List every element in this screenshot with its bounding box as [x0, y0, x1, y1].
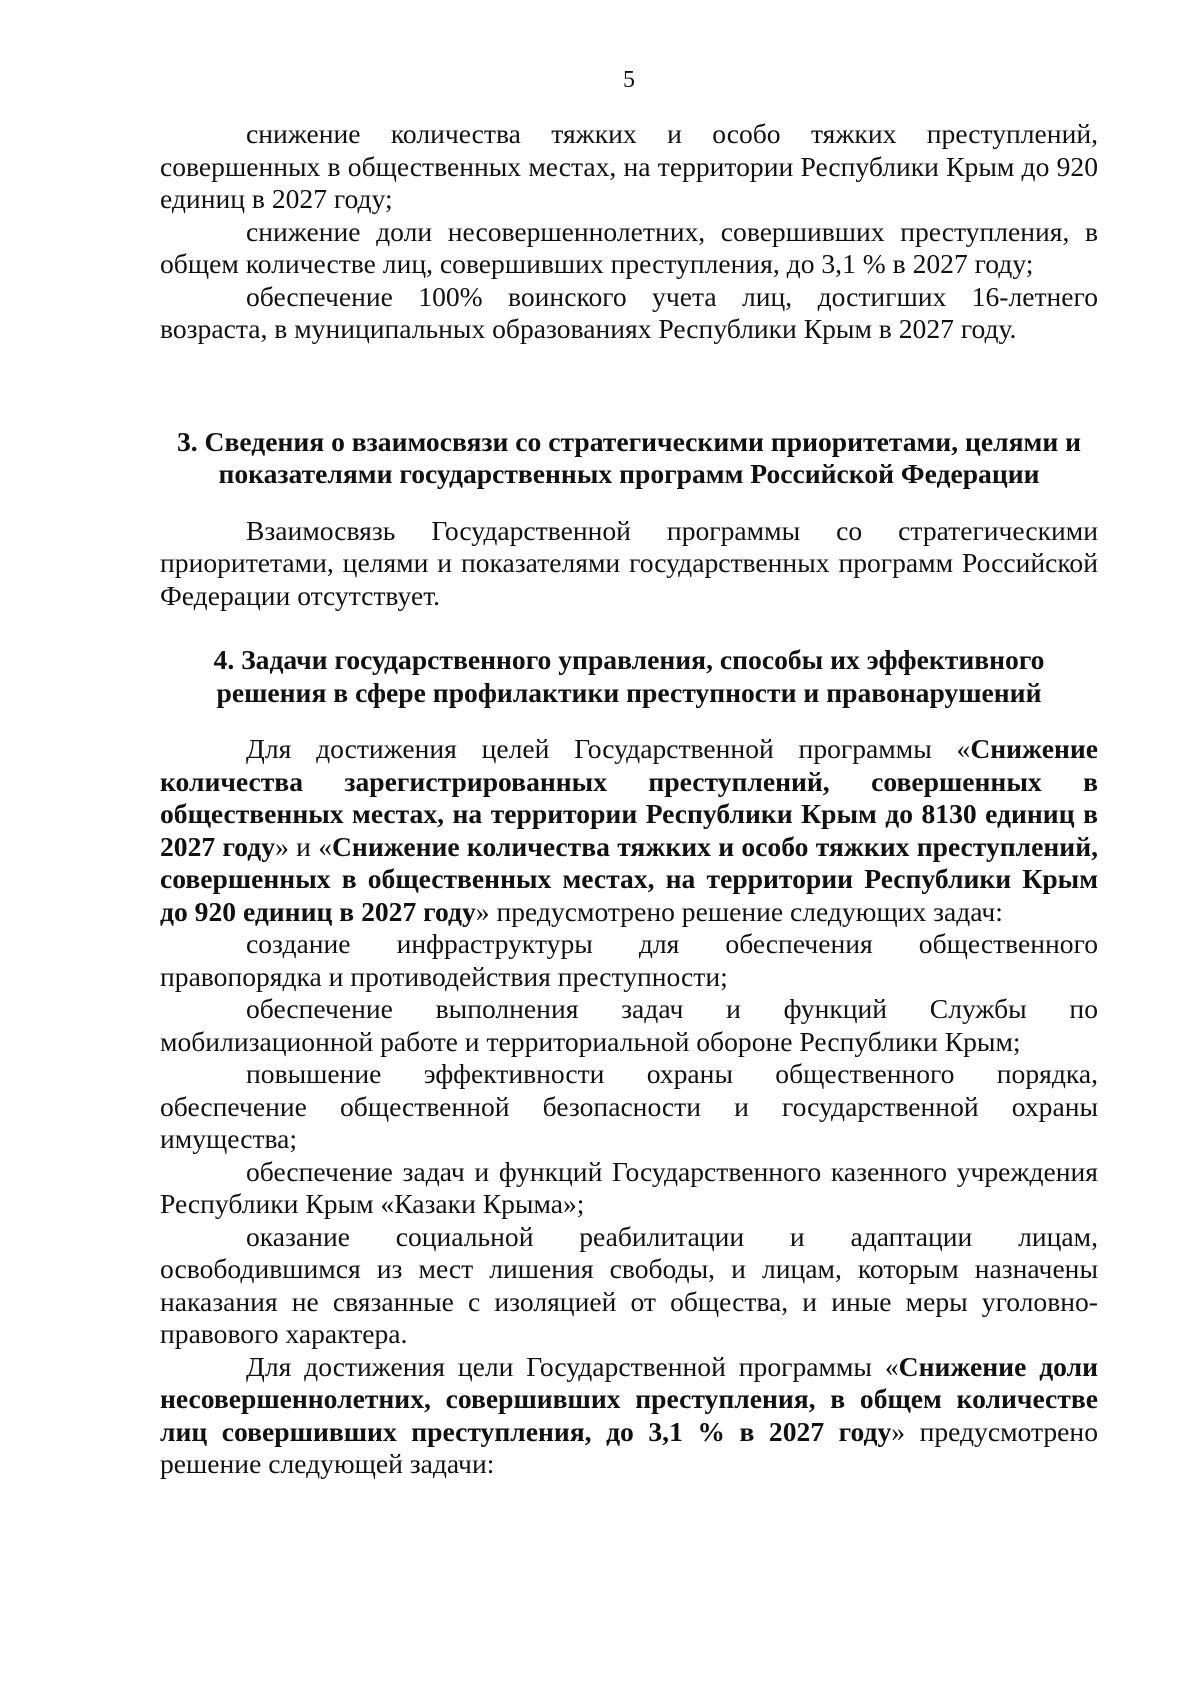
goal-item: обеспечение 100% воинского учета лиц, достигших 16-летнего возраста, в муниципальных образованиях Республики Крым в 2027 году. [160, 280, 1098, 344]
p1-mid: » и « [275, 830, 332, 862]
p2-tail: » предусмотрено решение следующей задачи: [160, 1415, 1098, 1479]
task-item: создание инфраструктуры для обеспечения общественного правопорядка и противодействия преступности; [160, 928, 1098, 992]
task-item: обеспечение выполнения задач и функций Службы по мобилизационной работе и территориальной обороне Республики Крым; [160, 993, 1098, 1057]
task-item: обеспечение задач и функций Государственного казенного учреждения Республики Крым «Казаки Крыма»; [160, 1155, 1098, 1219]
task-item: повышение эффективности охраны общественного порядка, обеспечение общественной безопасности и государственной охраны имущества; [160, 1058, 1098, 1154]
document-page [160, 68, 1098, 1481]
p1-tail: » предусмотрено решение следующих задач: [475, 895, 1003, 927]
p2-lead: Для достижения цели Государственной программы « [246, 1350, 899, 1382]
section-3-text: Взаимосвязь Государственной программы со стратегическими приоритетами, целями и показателями государственных программ Российской Федерации отсутствует. [160, 514, 1098, 611]
section-4-paragraph-2 [160, 1351, 1098, 1481]
goal-1-bold: Снижение количества зарегистрированных преступлений, совершенных в общественных местах, на территории Республики Крым до 8130 единиц в 2027 году [160, 733, 1098, 862]
goal-item: снижение доли несовершеннолетних, совершивших преступления, в общем количестве лиц, совершивших преступления, до 3,1 % в 2027 году; [160, 215, 1098, 279]
section-4-paragraph-1 [160, 733, 1098, 928]
tasks-list [160, 928, 1098, 1351]
section-3-heading-line2: показателями государственных программ Российской Федерации [218, 458, 1040, 489]
section-3-heading-line1: 3. Сведения о взаимосвязи со стратегическими приоритетами, целями и [176, 425, 1082, 457]
section-4-heading-line1: 4. Задачи государственного управления, способы их эффективного [213, 644, 1045, 675]
task-item: оказание социальной реабилитации и адаптации лицам, освободившимся из мест лишения свободы, и лицам, которым назначены наказания не связанные с изоляцией от общества, и иные меры уголовно-правового характера. [160, 1220, 1098, 1349]
goal-item: снижение количества тяжких и особо тяжких преступлений, совершенных в общественных местах, на территории Республики Крым до 920 единиц в 2027 году; [160, 118, 1098, 214]
section-4-heading-line2: решения в сфере профилактики преступности и правонарушений [216, 676, 1042, 708]
goal-3-bold: Снижение доли несовершеннолетних, совершивших преступления, в общем количестве лиц совершивших преступления, до 3,1 % в 2027 году [160, 1350, 1098, 1447]
goal-2-bold: Снижение количества тяжких и особо тяжких преступлений, совершенных в общественных местах, на территории Республики Крым до 920 единиц в 2027 году [160, 830, 1099, 927]
p1-lead: Для достижения целей Государственной программы « [246, 733, 971, 764]
page-number: 5 [623, 67, 635, 93]
top-goals-list [160, 118, 1098, 346]
section-4-heading [160, 644, 1098, 709]
section-3-heading [160, 426, 1098, 491]
